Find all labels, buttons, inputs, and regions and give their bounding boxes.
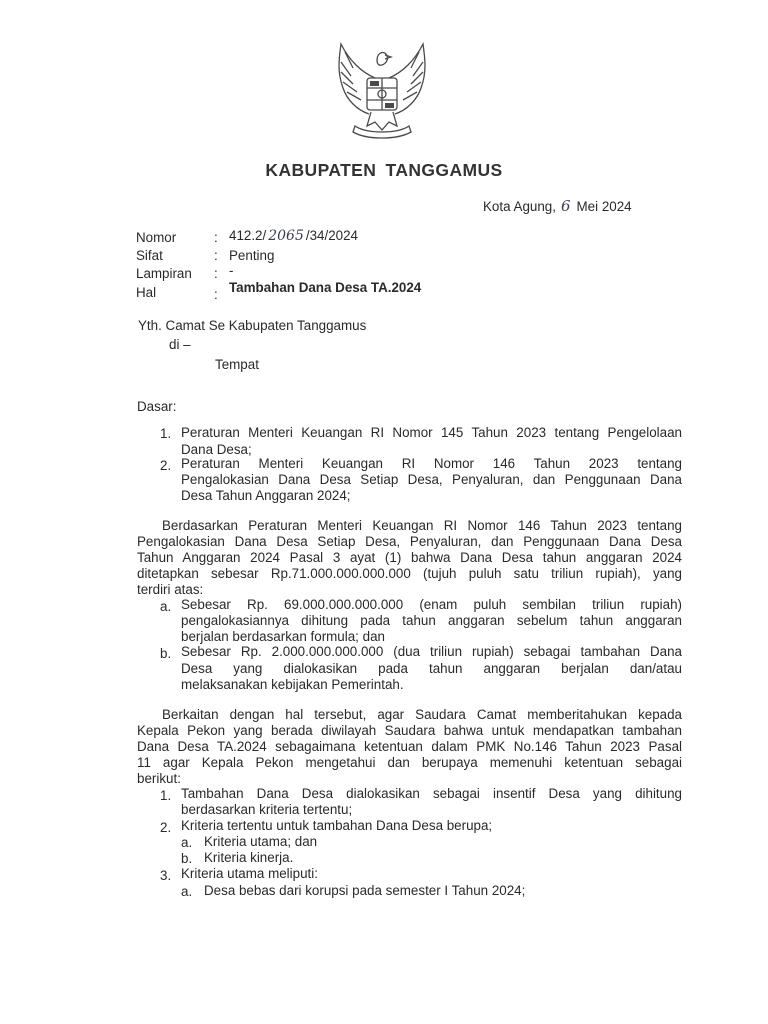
paragraph-2-line: 11 agar Kepala Pekon mengetahui dan berupaya memenuhi ketentuan sebagai — [137, 755, 682, 770]
lampiran-label: Lampiran — [136, 266, 192, 281]
garuda-emblem-icon — [327, 38, 437, 148]
paragraph-1-item-b-line: Desa yang dialokasikan pada tahun anggaran berjalan dan/atau — [181, 661, 682, 676]
date-day-handwritten: 6 — [560, 197, 571, 215]
hal-value: Tambahan Dana Desa TA.2024 — [229, 280, 422, 295]
paragraph-2-item-1-line: berdasarkan kriteria tertentu; — [181, 802, 353, 817]
paragraph-2-item-2-num: 2. — [160, 820, 172, 835]
sifat-colon: : — [214, 248, 218, 263]
dasar-heading: Dasar: — [137, 399, 177, 414]
nomor-prefix: 412.2/ — [229, 228, 267, 243]
paragraph-2-line: Kepala Pekon yang berada diwilayah Saudara bahwa untuk mendapatkan tambahan — [137, 723, 682, 738]
nomor-value — [229, 228, 358, 244]
paragraph-1-item-a-line: pengalokasiannya dihitung pada tahun anggaran sebelum tahun anggaran — [181, 613, 682, 628]
paragraph-2-item-3-num: 3. — [160, 868, 172, 883]
paragraph-2-subitem-a-num: a. — [181, 835, 193, 850]
hal-colon: : — [214, 287, 218, 302]
paragraph-2-item-2-line: Kriteria tertentu untuk tambahan Dana Desa berupa; — [181, 818, 493, 833]
paragraph-2-subitem-a2-num: a. — [181, 884, 193, 899]
dasar-item-1-line: Dana Desa; — [181, 442, 252, 457]
paragraph-2-line: berikut: — [137, 771, 181, 786]
sifat-label: Sifat — [136, 248, 163, 263]
date-place: Kota Agung, — [483, 199, 556, 214]
recipient-di: di – — [169, 337, 191, 352]
sifat-value: Penting — [229, 248, 275, 263]
hal-label: Hal — [136, 285, 157, 300]
paragraph-1-item-a-num: a. — [160, 599, 172, 614]
paragraph-1-item-a-line: Sebesar Rp. 69.000.000.000.000 (enam puluh sembilan triliun rupiah) — [181, 597, 682, 612]
paragraph-2-line: Dana Desa TA.2024 sebagaimana ketentuan dalam PMK No.146 Tahun 2023 Pasal — [137, 739, 682, 754]
paragraph-2-subitem-b-line: Kriteria kinerja. — [204, 850, 294, 865]
dasar-item-2-line: Peraturan Menteri Keuangan RI Nomor 146 Tahun 2023 tentang — [181, 456, 682, 471]
lampiran-value: - — [229, 263, 234, 278]
date-month-year: Mei 2024 — [576, 199, 632, 214]
paragraph-2-subitem-b-num: b. — [181, 851, 193, 866]
dasar-item-1-line: Peraturan Menteri Keuangan RI Nomor 145 Tahun 2023 tentang Pengelolaan — [181, 425, 682, 440]
paragraph-2-item-3-line: Kriteria utama meliputi: — [181, 866, 318, 881]
dasar-item-1-num: 1. — [160, 426, 172, 441]
paragraph-1-line: ditetapkan sebesar Rp.71.000.000.000.000 (tujuh puluh satu triliun rupiah), yang — [137, 566, 682, 581]
letter-date — [483, 197, 632, 215]
regency-title: KABUPATEN TANGGAMUS — [265, 160, 503, 180]
dasar-item-2-line: Pengalokasian Dana Desa Setiap Desa, Penyaluran, dan Penggunaan Dana — [181, 472, 682, 487]
dasar-item-2-line: Desa Tahun Anggaran 2024; — [181, 488, 351, 503]
paragraph-2-item-1-line: Tambahan Dana Desa dialokasikan sebagai insentif Desa yang dihitung — [181, 786, 682, 801]
paragraph-1-item-a-line: berjalan berdasarkan formula; dan — [181, 629, 385, 644]
paragraph-1-line: Tahun Anggaran 2024 Pasal 3 ayat (1) bahwa Dana Desa tahun anggaran 2024 — [137, 550, 682, 565]
paragraph-1-line: Berdasarkan Peraturan Menteri Keuangan RI Nomor 146 Tahun 2023 tentang — [162, 518, 682, 533]
paragraph-1-line: Pengalokasian Dana Desa Setiap Desa, Penyaluran, dan Penggunaan Dana Desa — [137, 534, 682, 549]
lampiran-colon: : — [214, 266, 218, 281]
dasar-item-2-num: 2. — [160, 458, 172, 473]
paragraph-2-subitem-a-line: Kriteria utama; dan — [204, 834, 318, 849]
paragraph-1-item-b-line: Sebesar Rp. 2.000.000.000.000 (dua triliun rupiah) sebagai tambahan Dana — [181, 644, 682, 659]
paragraph-1-line: terdiri atas: — [137, 582, 204, 597]
paragraph-2-line: Berkaitan dengan hal tersebut, agar Saudara Camat memberitahukan kepada — [162, 707, 682, 722]
nomor-label: Nomor — [136, 230, 177, 245]
paragraph-1-item-b-line: melaksanakan kebijakan Pemerintah. — [181, 677, 404, 692]
paragraph-2-item-1-num: 1. — [160, 788, 172, 803]
recipient: Yth. Camat Se Kabupaten Tanggamus — [138, 318, 367, 333]
nomor-handwritten: 2065 — [268, 228, 304, 244]
nomor-suffix: /34/2024 — [305, 228, 358, 243]
paragraph-1-item-b-num: b. — [160, 646, 172, 661]
nomor-colon: : — [214, 230, 218, 245]
paragraph-2-subitem-a2-line: Desa bebas dari korupsi pada semester I Tahun 2024; — [204, 883, 526, 898]
recipient-tempat: Tempat — [215, 357, 259, 372]
